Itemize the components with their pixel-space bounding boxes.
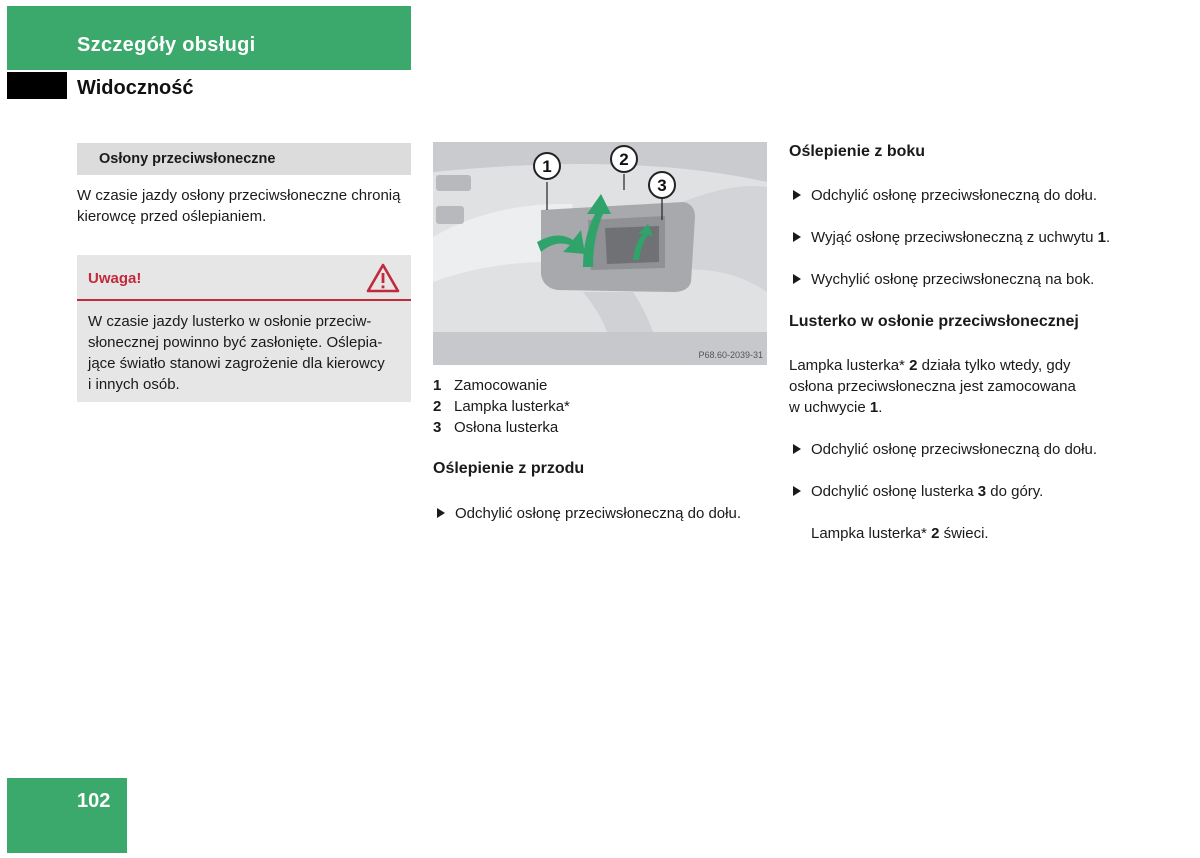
legend-num: 1 xyxy=(433,377,442,394)
side-glare-step-2 xyxy=(789,227,1110,248)
step-text: Odchylić osłonę lusterka xyxy=(811,483,978,500)
ref-number: 2 xyxy=(931,525,940,542)
step-text: Odchylić osłonę przeciwsłoneczną do dołu. xyxy=(455,505,741,522)
intro-paragraph xyxy=(77,185,417,227)
subsection-bar xyxy=(77,143,411,175)
callout-2-label: 2 xyxy=(619,150,629,169)
ref-number: 3 xyxy=(977,483,987,500)
mirror-paragraph xyxy=(789,355,1189,418)
side-glare-heading: Oślepienie z boku xyxy=(789,143,926,160)
front-glare-step xyxy=(433,503,741,524)
step-text: Wychylić osłonę przeciwsłoneczną na bok. xyxy=(811,271,1095,288)
subsection-title: Osłony przeciwsłoneczne xyxy=(99,151,276,167)
legend-text: Osłona lusterka xyxy=(454,419,559,436)
callout-3-label: 3 xyxy=(657,176,667,195)
warning-line: W czasie jazdy lusterko w osłonie przeciw- xyxy=(88,313,372,330)
side-glare-step-1 xyxy=(789,185,1097,206)
step-text: Wyjąć osłonę przeciwsłoneczną z uchwytu xyxy=(811,229,1098,246)
step-text-end: do góry. xyxy=(986,483,1044,500)
bullet-arrow-icon xyxy=(793,232,801,242)
legend-text: Lampka lusterka* xyxy=(454,398,570,415)
step-text-end: . xyxy=(1106,229,1111,246)
legend-num: 2 xyxy=(433,398,442,415)
page-number: 102 xyxy=(77,790,111,812)
bullet-arrow-icon xyxy=(437,508,445,518)
mirror-line xyxy=(789,397,1189,418)
ref-number: 1 xyxy=(869,399,879,416)
warning-header xyxy=(77,255,411,301)
mirror-heading: Lusterko w osłonie przeciwsłonecznej xyxy=(789,313,1079,330)
warning-triangle-icon xyxy=(366,263,400,293)
intro-line: kierowcę przed oślepianiem. xyxy=(77,208,267,225)
warning-line: jące światło stanowi zagrożenie dla kierowcy xyxy=(88,355,385,372)
bullet-arrow-icon xyxy=(793,274,801,284)
figure-code: P68.60-2039-31 xyxy=(698,350,763,360)
warning-box xyxy=(77,255,411,402)
mirror-text: działa tylko wtedy, gdy xyxy=(917,357,1071,374)
mirror-line xyxy=(789,355,1189,376)
warning-line: i innych osób. xyxy=(88,376,180,393)
section-title: Widoczność xyxy=(77,77,194,99)
mirror-step-2 xyxy=(789,481,1043,502)
warning-label: Uwaga! xyxy=(88,270,142,287)
bullet-arrow-icon xyxy=(793,190,801,200)
result-text: świeci. xyxy=(939,525,989,542)
ref-number: 2 xyxy=(909,357,918,374)
legend-item xyxy=(433,396,767,417)
mirror-text: w uchwycie xyxy=(789,399,870,416)
legend-item xyxy=(433,417,767,438)
bullet-arrow-icon xyxy=(793,486,801,496)
step-text: Odchylić osłonę przeciwsłoneczną do dołu. xyxy=(811,441,1097,458)
mirror-step-1 xyxy=(789,439,1097,460)
chapter-title: Szczegóły obsługi xyxy=(77,34,256,56)
mirror-result xyxy=(811,523,989,544)
callout-1-label: 1 xyxy=(542,157,552,176)
mirror-text: Lampka lusterka* xyxy=(789,357,910,374)
front-glare-heading: Oślepienie z przodu xyxy=(433,460,585,477)
sun-visor-illustration xyxy=(433,142,767,365)
header-marker xyxy=(7,72,67,99)
legend-text: Zamocowanie xyxy=(454,377,548,394)
bullet-arrow-icon xyxy=(793,444,801,454)
legend-num: 3 xyxy=(433,419,442,436)
intro-line: W czasie jazdy osłony przeciwsłoneczne chronią xyxy=(77,187,401,204)
legend-item xyxy=(433,375,767,396)
warning-line: słonecznej powinno być zasłonięte. Oślepia- xyxy=(88,334,383,351)
result-text: Lampka lusterka* xyxy=(811,525,932,542)
ref-number: 1 xyxy=(1097,229,1106,246)
figure-legend xyxy=(433,375,767,438)
mirror-text: . xyxy=(878,399,883,416)
warning-text xyxy=(88,311,406,395)
step-text: Odchylić osłonę przeciwsłoneczną do dołu. xyxy=(811,187,1097,204)
mirror-line: osłona przeciwsłoneczna jest zamocowana xyxy=(789,378,1076,395)
side-glare-step-3 xyxy=(789,269,1094,290)
